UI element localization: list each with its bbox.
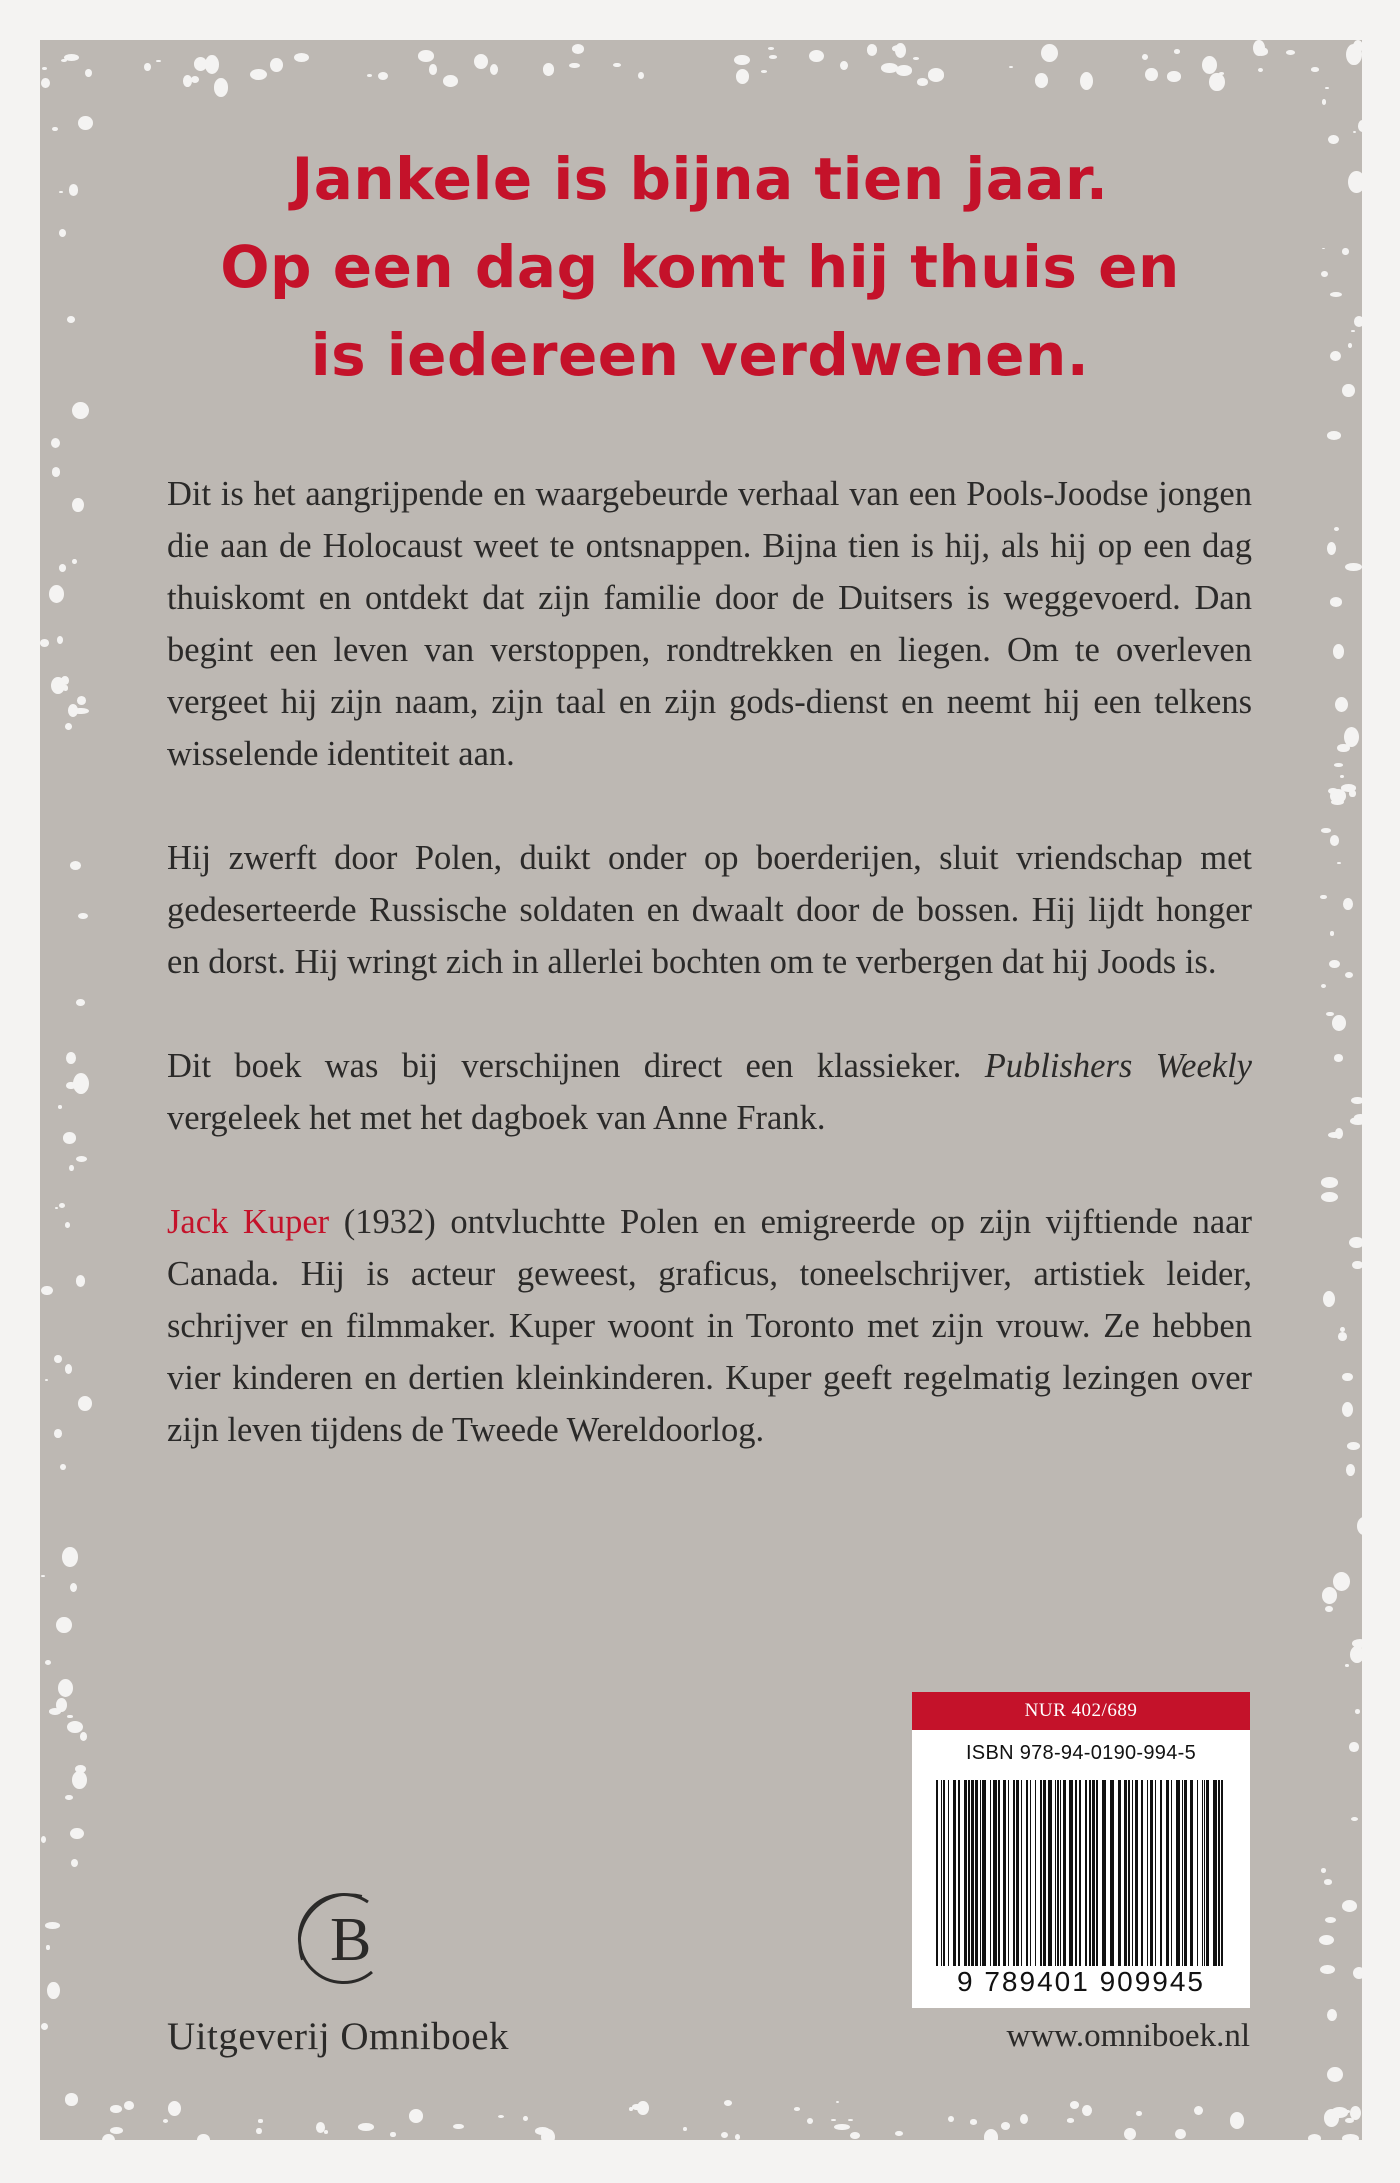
barcode-bar	[1035, 1780, 1036, 1966]
edge-speck	[56, 1617, 72, 1634]
publisher-website: www.omniboek.nl	[1006, 2018, 1250, 2054]
edge-speck	[63, 1132, 77, 1144]
edge-speck	[1330, 931, 1334, 935]
barcode-bar	[1184, 1780, 1187, 1966]
edge-speck	[1230, 2112, 1244, 2128]
edge-speck	[1020, 2114, 1028, 2124]
edge-speck	[46, 1945, 49, 1949]
edge-speck	[1332, 1015, 1346, 1031]
edge-speck	[71, 1859, 78, 1867]
edge-speck	[1350, 1646, 1364, 1663]
barcode-bar	[1110, 1780, 1114, 1966]
barcode-bar	[998, 1780, 1000, 1966]
edge-speck	[1350, 1117, 1366, 1125]
edge-speck	[76, 999, 85, 1006]
edge-speck	[1311, 67, 1319, 72]
barcode-bar	[1221, 1780, 1223, 1966]
barcode-bar	[1089, 1780, 1091, 1966]
barcode-bar	[1135, 1780, 1138, 1966]
edge-speck	[80, 1732, 87, 1741]
barcode-icon	[932, 1780, 1230, 1966]
barcode-bar	[1030, 1780, 1031, 1966]
edge-speck	[256, 2128, 261, 2134]
edge-speck	[1321, 984, 1326, 988]
edge-speck	[984, 2129, 999, 2146]
edge-speck	[197, 2134, 209, 2146]
edge-speck	[69, 184, 79, 195]
edge-speck	[1334, 763, 1343, 767]
edge-speck	[378, 72, 388, 80]
edge-speck	[65, 2093, 77, 2105]
edge-speck	[429, 64, 437, 74]
edge-speck	[1352, 1261, 1363, 1270]
blurb-text	[167, 468, 1252, 1456]
edge-speck	[613, 63, 621, 68]
edge-speck	[895, 43, 906, 58]
edge-speck	[1329, 960, 1340, 968]
barcode-bar	[1182, 1780, 1183, 1966]
edge-speck	[1348, 343, 1353, 348]
edge-speck	[58, 1679, 73, 1697]
edge-speck	[1352, 1639, 1369, 1648]
barcode-bar	[958, 1780, 960, 1966]
barcode-bar	[993, 1780, 997, 1966]
edge-speck	[1335, 1128, 1343, 1138]
edge-speck	[896, 65, 911, 75]
barcode-digits: 9 789401 909945	[957, 1966, 1205, 1997]
headline-line: Op een dag komt hij thuis en	[220, 233, 1180, 301]
edge-speck	[183, 75, 192, 87]
barcode-bar	[1075, 1780, 1077, 1966]
edge-speck	[1342, 2134, 1358, 2143]
edge-speck	[1070, 2101, 1079, 2109]
edge-speck	[52, 127, 58, 132]
edge-speck	[638, 72, 644, 79]
edge-speck	[1322, 99, 1327, 105]
barcode-bar	[1160, 1780, 1162, 1966]
barcode-bar	[968, 1780, 970, 1966]
edge-speck	[1357, 1517, 1371, 1535]
barcode-bar	[1150, 1780, 1153, 1966]
edge-speck	[1354, 316, 1365, 327]
edge-speck	[1354, 2117, 1357, 2118]
barcode-bar	[1202, 1780, 1203, 1966]
barcode-bar	[1102, 1780, 1106, 1966]
edge-speck	[541, 2129, 554, 2145]
edge-speck	[629, 2107, 633, 2111]
edge-speck	[73, 1073, 89, 1094]
blurb-paragraph: Hij zwerft door Polen, duikt onder op boerderijen, sluit vriendschap met gedeserteerde Russische soldaten en dwaalt door de bossen. Hij lijdt honger en dorst. Hij wringt zich in allerlei bochten om te verbergen dat hij Joods is.	[167, 839, 1252, 981]
edge-speck	[67, 1715, 73, 1719]
edge-speck	[1320, 1965, 1335, 1974]
barcode-bar	[1118, 1780, 1121, 1966]
barcode-box	[912, 1730, 1250, 2008]
edge-speck	[409, 2109, 423, 2122]
barcode-bar	[1043, 1780, 1046, 1966]
barcode-bar	[943, 1780, 945, 1966]
edge-speck	[102, 2134, 115, 2148]
edge-speck	[316, 2122, 325, 2133]
barcode-bar	[948, 1780, 949, 1966]
barcode-bar	[1085, 1780, 1087, 1966]
publisher-name: Uitgeverij Omniboek	[167, 2015, 510, 2058]
edge-speck	[70, 1583, 77, 1592]
edge-speck	[67, 316, 75, 323]
edge-speck	[63, 685, 68, 690]
edge-speck	[1333, 1572, 1350, 1591]
edge-speck	[807, 2118, 813, 2124]
barcode-bar	[1124, 1780, 1127, 1966]
barcode-bar	[1040, 1780, 1042, 1966]
edge-speck	[850, 2132, 860, 2139]
edge-speck	[1219, 72, 1225, 75]
edge-speck	[70, 861, 82, 870]
edge-speck	[724, 2100, 732, 2106]
barcode-bar	[1206, 1780, 1209, 1966]
edge-speck	[895, 2131, 902, 2136]
edge-speck	[65, 723, 72, 730]
edge-speck	[49, 585, 64, 603]
blurb-text-run: vergeleek het met het dagboek van Anne Frank.	[167, 1099, 826, 1137]
edge-speck	[1330, 597, 1342, 606]
barcode-bar	[1008, 1780, 1009, 1966]
edge-speck	[124, 2101, 134, 2110]
edge-speck	[78, 913, 88, 919]
barcode-bar	[1069, 1780, 1073, 1966]
edge-speck	[928, 68, 945, 81]
barcode-bar	[1171, 1780, 1172, 1966]
edge-speck	[1328, 135, 1339, 145]
blurb-paragraph	[167, 1040, 1252, 1144]
nur-label: NUR 402/689	[912, 1692, 1250, 1730]
barcode-bar	[1063, 1780, 1066, 1966]
edge-speck	[769, 55, 778, 59]
edge-speck	[57, 636, 63, 644]
barcode-bar	[1132, 1780, 1133, 1966]
edge-speck	[1358, 120, 1367, 132]
barcode-bar	[953, 1780, 956, 1966]
publication-title: Publishers Weekly	[984, 1047, 1252, 1085]
edge-speck	[637, 2101, 649, 2115]
barcode-bar	[1092, 1780, 1095, 1966]
edge-speck	[1348, 171, 1365, 194]
edge-speck	[72, 1771, 87, 1790]
barcode-bar	[1218, 1780, 1220, 1966]
edge-speck	[721, 2132, 728, 2138]
edge-speck	[41, 2023, 48, 2030]
edge-speck	[1255, 47, 1269, 56]
edge-speck	[1067, 2118, 1075, 2122]
edge-speck	[498, 2115, 504, 2118]
edge-speck	[1308, 2134, 1321, 2143]
author-bio	[167, 1196, 1252, 1456]
edge-speck	[1327, 431, 1341, 439]
edge-speck	[1258, 68, 1263, 72]
edge-speck	[214, 78, 228, 96]
edge-speck	[1136, 2111, 1141, 2116]
barcode-bar	[975, 1780, 978, 1966]
barcode-bar	[1026, 1780, 1028, 1966]
edge-speck	[1175, 2129, 1185, 2140]
edge-speck	[490, 64, 498, 75]
barcode-bar	[1055, 1780, 1056, 1966]
edge-speck	[809, 50, 824, 62]
edge-speck	[917, 78, 928, 85]
edge-speck	[65, 1222, 70, 1228]
barcode-bar	[1079, 1780, 1081, 1966]
edge-speck	[52, 467, 61, 476]
barcode-bar	[1013, 1780, 1015, 1966]
edge-speck	[45, 1379, 48, 1381]
barcode-bar	[964, 1780, 967, 1966]
edge-speck	[47, 1982, 60, 1999]
barcode-bar	[1141, 1780, 1143, 1966]
edge-speck	[1009, 66, 1013, 68]
edge-speck	[1341, 784, 1356, 791]
barcode-bar	[936, 1780, 938, 1966]
author-name: Jack Kuper	[167, 1203, 330, 1241]
edge-speck	[1323, 1291, 1335, 1307]
headline-line: Jankele is bijna tien jaar.	[291, 145, 1109, 213]
barcode-bar	[990, 1780, 991, 1966]
headline	[100, 135, 1300, 399]
edge-speck	[72, 498, 84, 512]
edge-speck	[1321, 1868, 1326, 1872]
edge-speck	[683, 2127, 687, 2131]
edge-speck	[881, 63, 898, 72]
edge-speck	[1322, 1587, 1337, 1604]
edge-speck	[1174, 49, 1180, 53]
edge-speck	[1209, 73, 1225, 92]
edge-speck	[735, 2134, 740, 2140]
edge-speck	[367, 74, 373, 77]
edge-speck	[1035, 73, 1048, 88]
edge-speck	[523, 2116, 528, 2121]
edge-speck	[1321, 1177, 1338, 1187]
edge-speck	[55, 1207, 58, 1209]
edge-speck	[194, 57, 208, 71]
barcode-bar	[980, 1780, 981, 1966]
barcode-bar	[1060, 1780, 1061, 1966]
edge-speck	[1342, 248, 1348, 255]
edge-speck	[572, 44, 584, 54]
edge-speck	[1351, 1097, 1364, 1104]
edge-speck	[1337, 862, 1341, 864]
edge-speck	[41, 1836, 46, 1843]
edge-speck	[76, 1156, 87, 1162]
edge-speck	[390, 2132, 395, 2136]
edge-speck	[69, 1165, 73, 1171]
barcode-bar	[941, 1780, 942, 1966]
edge-speck	[45, 1922, 59, 1929]
barcode-bar	[1197, 1780, 1198, 1966]
edge-speck	[1345, 972, 1353, 978]
edge-speck	[840, 61, 847, 70]
edge-speck	[1334, 1054, 1343, 1062]
barcode-bar	[1204, 1780, 1205, 1966]
barcode-bar	[1057, 1780, 1059, 1966]
edge-speck	[1321, 271, 1328, 277]
edge-speck	[42, 67, 47, 70]
barcode-bar	[1048, 1780, 1052, 1966]
headline-line: is iedereen verdwenen.	[310, 321, 1090, 389]
edge-speck	[1001, 2122, 1010, 2129]
edge-speck	[258, 2119, 263, 2122]
barcode-bar	[1166, 1780, 1169, 1966]
isbn-text: ISBN 978-94-0190-994-5	[965, 1742, 1197, 1764]
barcode-bar	[1155, 1780, 1156, 1966]
edge-speck	[1324, 1879, 1332, 1885]
edge-speck	[736, 69, 749, 84]
edge-speck	[761, 70, 767, 73]
edge-speck	[58, 1105, 62, 1109]
edge-speck	[49, 1708, 61, 1715]
edge-speck	[1349, 1742, 1358, 1752]
edge-speck	[1347, 1442, 1360, 1449]
edge-speck	[85, 69, 92, 77]
edge-speck	[65, 1364, 72, 1373]
edge-speck	[1333, 644, 1344, 659]
edge-speck	[1325, 87, 1329, 89]
edge-speck	[1320, 895, 1327, 900]
edge-speck	[443, 75, 458, 87]
edge-speck	[72, 402, 89, 419]
edge-speck	[1330, 292, 1342, 297]
edge-speck	[54, 1429, 61, 1438]
edge-speck	[72, 559, 77, 564]
edge-speck	[768, 47, 774, 50]
blurb-text-run: Dit boek was bij verschijnen direct een klassieker.	[167, 1047, 985, 1085]
edge-speck	[41, 78, 50, 88]
author-bio-text: (1932) ontvluchtte Polen en emigreerde op zijn vijftiende naar Canada. Hij is acteur geweest, graficus, toneelschrijver, artistiek leider, schrijver en filmmaker. Kuper woont in Toronto met zijn vrouw. Ze hebben vier kinderen en dertien kleinkinderen. Kuper geeft regelmatig lezingen over zijn leven tijdens de Tweede Wereldoorlog.	[167, 1203, 1252, 1449]
edge-speck	[1041, 44, 1058, 62]
barcode-bar	[1016, 1780, 1019, 1966]
edge-speck	[1327, 2009, 1337, 2021]
edge-speck	[76, 1275, 86, 1287]
edge-speck	[1286, 50, 1295, 55]
edge-speck	[418, 50, 434, 62]
edge-speck	[1325, 1917, 1336, 1923]
edge-speck	[794, 2107, 800, 2111]
edge-speck	[1342, 384, 1354, 397]
edge-speck	[59, 229, 66, 237]
barcode-bar	[1003, 1780, 1006, 1966]
edge-speck	[358, 2123, 374, 2130]
blurb-paragraph: Dit is het aangrijpende en waargebeurde verhaal van een Pools-Joodse jongen die aan de Holocaust weet te ontsnappen. Bijna tien is hij, als hij op een dag thuiskomt en ontdekt dat zijn familie door de Duitsers is weggevoerd. Dan begint een leven van verstoppen, rondtrekken en liegen. Om te overleven vergeet hij zijn naam, zijn taal en zijn gods-dienst en neemt hij een telkens wisselende identiteit aan.	[167, 475, 1252, 773]
edge-speck	[59, 564, 66, 571]
edge-speck	[41, 1286, 52, 1296]
edge-speck	[1353, 1967, 1365, 1980]
barcode-bar	[1190, 1780, 1193, 1966]
barcode-bar	[1147, 1780, 1148, 1966]
edge-speck	[1321, 1192, 1337, 1202]
edge-speck	[59, 1203, 65, 1208]
logo-letter: B	[330, 1906, 372, 1974]
edge-speck	[1145, 68, 1157, 81]
edge-speck	[543, 63, 554, 75]
barcode-bar	[971, 1780, 974, 1966]
edge-speck	[1331, 799, 1344, 805]
barcode-bar	[1128, 1780, 1130, 1966]
barcode-bar	[1176, 1780, 1180, 1966]
edge-speck	[40, 639, 49, 646]
edge-speck	[67, 1721, 83, 1733]
edge-speck	[867, 44, 878, 55]
barcode-bar	[982, 1780, 986, 1966]
edge-speck	[970, 2119, 978, 2124]
edge-speck	[250, 69, 267, 80]
edge-speck	[1167, 71, 1180, 81]
edge-speck	[1343, 898, 1353, 910]
edge-speck	[1335, 697, 1348, 712]
edge-speck	[59, 191, 63, 194]
barcode-bar	[1096, 1780, 1098, 1966]
omniboek-logo-icon	[282, 1872, 408, 2002]
edge-speck	[1327, 2067, 1343, 2082]
edge-speck	[62, 1547, 77, 1567]
edge-speck	[1194, 2106, 1203, 2115]
barcode-bar	[1021, 1780, 1022, 1966]
barcode-bar	[1213, 1780, 1217, 1966]
